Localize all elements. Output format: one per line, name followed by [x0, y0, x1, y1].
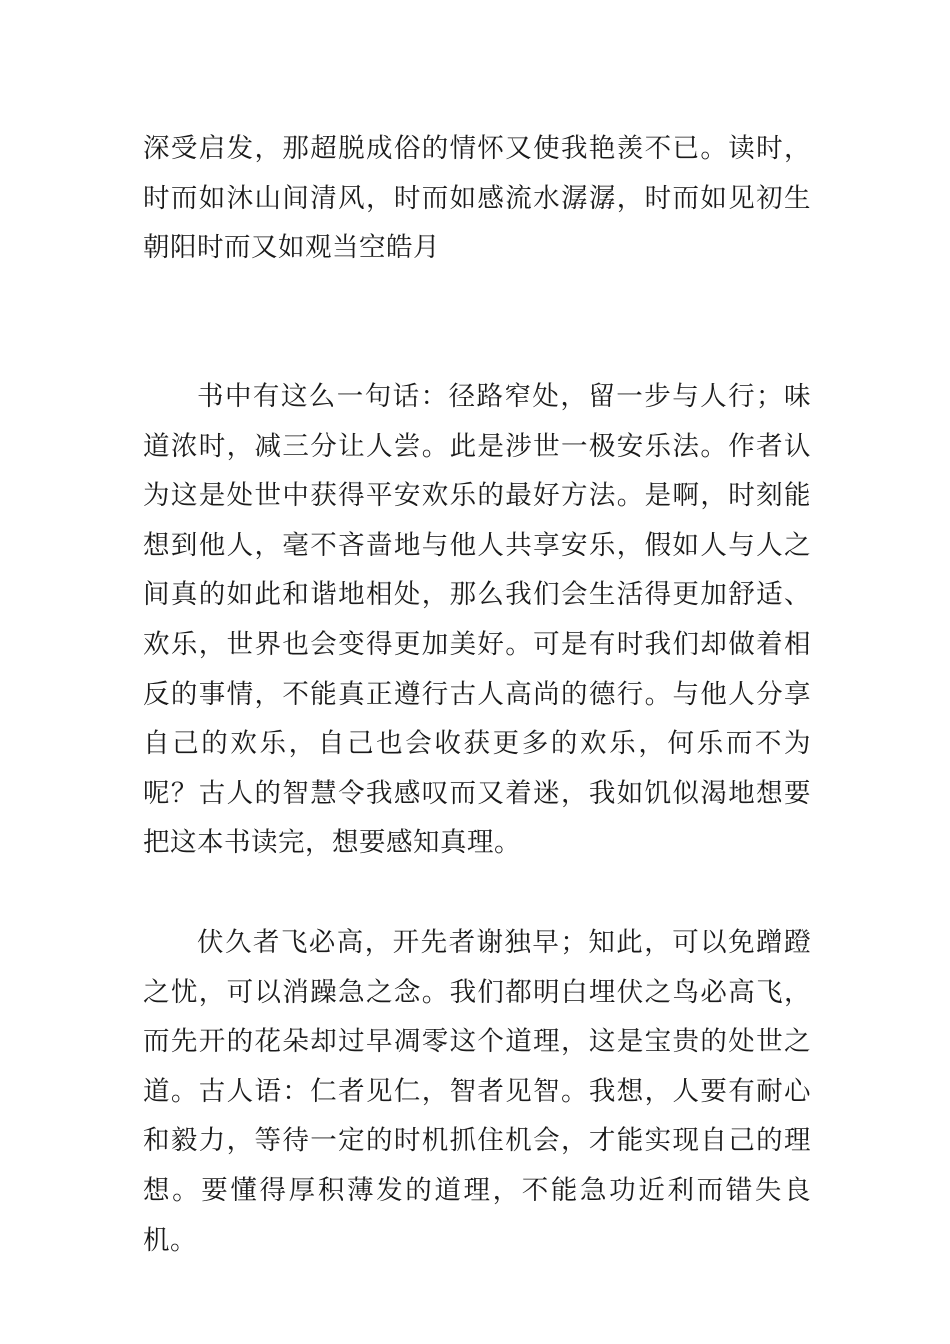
paragraph-safe-joy: 书中有这么一句话：径路窄处，留一步与人行；味道浓时，减三分让人尝。此是涉世一极安乐法。作者认为这是处世中获得平安欢乐的最好方法。是啊，时刻能想到他人，毫不吝啬地与他人共享安乐，假如人与人之间真的如此和谐地相处，那么我们会生活得更加舒适、欢乐，世界也会变得更加美好。可是有时我们却做着相反的事情，不能真正遵行古人高尚的德行。与他人分享自己的欢乐，自己也会收获更多的欢乐，何乐而不为呢？古人的智慧令我感叹而又着迷，我如饥似渴地想要把这本书读完，想要感知真理。 [143, 381, 811, 859]
paragraph-continuation: 深受启发，那超脱成俗的情怀又使我艳羡不已。读时，时而如沐山间清风，时而如感流水潺潺，时而如见初生朝阳时而又如观当空皓月 [143, 133, 811, 264]
paragraph-patience: 伏久者飞必高，开先者谢独早；知此，可以免蹭蹬之忧，可以消躁急之念。我们都明白埋伏之鸟必高飞，而先开的花朵却过早凋零这个道理，这是宝贵的处世之道。古人语：仁者见仁，智者见智。我想，人要有耐心和毅力，等待一定的时机抓住机会，才能实现自己的理想。要懂得厚积薄发的道理，不能急功近利而错失良机。 [143, 927, 811, 1256]
